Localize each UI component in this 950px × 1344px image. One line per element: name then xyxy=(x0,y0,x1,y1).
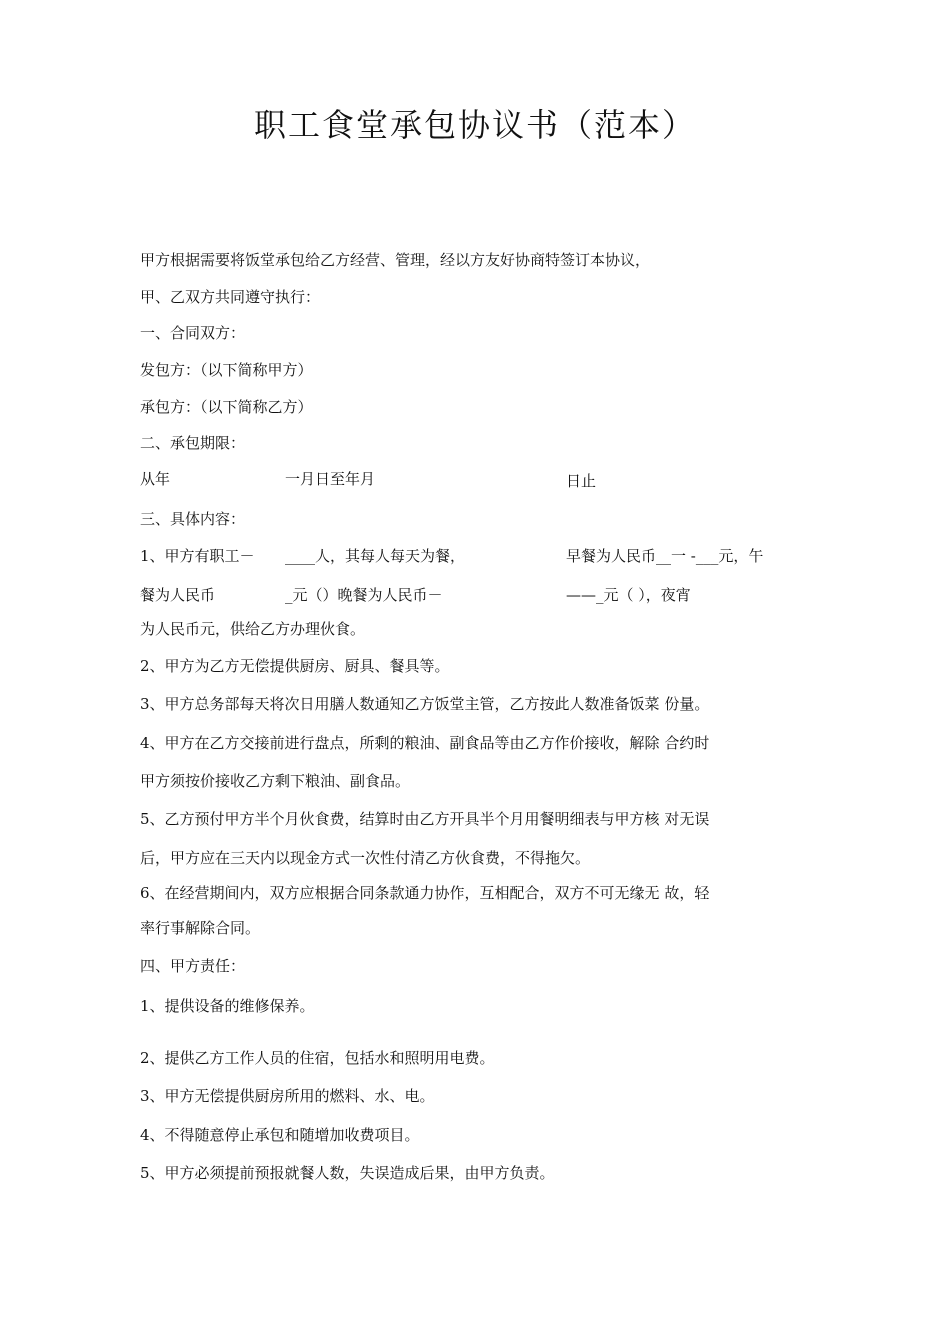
term-middle: 一月日至年月 xyxy=(285,470,376,488)
term-end: 日止 xyxy=(566,472,597,490)
clause-1-part-f: ——_元（ ），夜宵 xyxy=(566,586,691,604)
section-heading-2: 二、承包期限： xyxy=(140,434,246,452)
clause-4-line-2: 甲方须按价接收乙方剩下粮油、副食品。 xyxy=(140,772,411,790)
responsibility-4: 4、不得随意停止承包和随增加收费项目。 xyxy=(140,1126,420,1144)
clause-1-part-g: 为人民币元，供给乙方办理伙食。 xyxy=(140,620,366,638)
intro-line-1: 甲方根据需要将饭堂承包给乙方经营、管理，经以方友好协商特签订本协议， xyxy=(140,251,651,269)
page-title: 职工食堂承包协议书（范本） xyxy=(253,106,696,144)
clause-1-part-d: 餐为人民币 xyxy=(140,586,216,604)
section-heading-1: 一、合同双方： xyxy=(140,324,246,342)
clause-4-line-1: 4、甲方在乙方交接前进行盘点，所剩的粮油、副食品等由乙方作价接收，解除 合约时 xyxy=(140,734,710,752)
responsibility-3: 3、甲方无偿提供厨房所用的燃料、水、电。 xyxy=(140,1087,435,1105)
clause-5-line-1: 5、乙方预付甲方半个月伙食费，结算时由乙方开具半个月用餐明细表与甲方核 对无误 xyxy=(140,810,710,828)
responsibility-5: 5、甲方必须提前预报就餐人数，失误造成后果，由甲方负责。 xyxy=(140,1164,555,1182)
clause-6-line-1: 6、在经营期间内，双方应根据合同条款通力协作，互相配合，双方不可无缘无 故，轻 xyxy=(140,884,710,902)
party-b-line: 承包方：（以下简称乙方） xyxy=(140,398,313,416)
term-from: 从年 xyxy=(140,470,171,488)
clause-2: 2、甲方为乙方无偿提供厨房、厨具、餐具等。 xyxy=(140,657,450,675)
clause-1-part-c: 早餐为人民币__一 -___元，午 xyxy=(566,547,764,565)
responsibility-1: 1、提供设备的维修保养。 xyxy=(140,997,315,1015)
clause-1-part-a: 1、甲方有职工－ xyxy=(140,547,255,565)
section-heading-4: 四、甲方责任： xyxy=(140,957,246,975)
clause-1-part-b: ____人，其每人每天为餐， xyxy=(285,547,466,565)
section-heading-3: 三、具体内容： xyxy=(140,510,246,528)
party-a-line: 发包方：（以下简称甲方） xyxy=(140,361,313,379)
clause-5-line-2: 后，甲方应在三天内以现金方式一次性付清乙方伙食费，不得拖欠。 xyxy=(140,849,591,867)
clause-1-part-e: _元（）晚餐为人民币－ xyxy=(285,586,443,604)
intro-line-2: 甲、乙双方共同遵守执行： xyxy=(140,288,321,306)
responsibility-2: 2、提供乙方工作人员的住宿，包括水和照明用电费。 xyxy=(140,1049,495,1067)
clause-6-line-2: 率行事解除合同。 xyxy=(140,919,261,937)
clause-3: 3、甲方总务部每天将次日用膳人数通知乙方饭堂主管，乙方按此人数准备饭菜 份量。 xyxy=(140,695,710,713)
